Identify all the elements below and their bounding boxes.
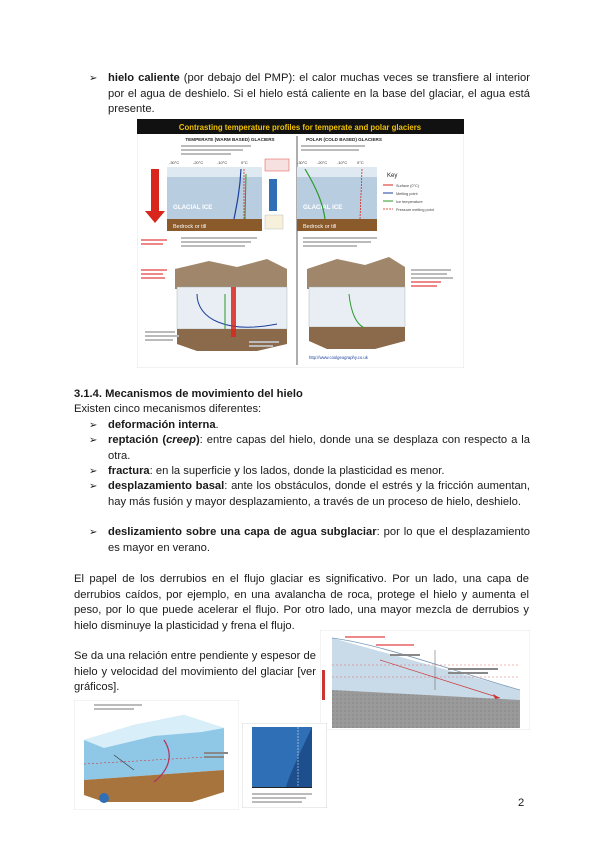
- intro-bullet: [90, 71, 530, 118]
- svg-text:Surface (0°C): Surface (0°C): [396, 184, 420, 188]
- svg-text:-10°C: -10°C: [217, 160, 228, 165]
- arrow-bullet-icon: ➢: [89, 420, 98, 431]
- glacier-block-figure: [74, 700, 239, 810]
- svg-text:Ice temperature: Ice temperature: [396, 200, 423, 204]
- svg-text:0°C: 0°C: [357, 160, 364, 165]
- mechanism-item: ➢ deslizamiento sobre una capa de agua subglaciar: por lo que el desplazamiento es mayor en verano.: [89, 526, 530, 554]
- polar-block-diagram: [307, 257, 405, 349]
- intro-text: (por debajo del PMP): el calor muchas veces se transfiere al interior por el agua de deshielo. Si el hielo está caliente en la base del glaciar, el agua está presente.: [108, 72, 530, 116]
- temperate-glacial-ice-label: GLACIAL ICE: [173, 204, 213, 211]
- glacier-slope-figure: [320, 630, 530, 730]
- page-number: 2: [518, 797, 525, 809]
- svg-text:-30°C: -30°C: [169, 160, 180, 165]
- temperature-profiles-figure: [137, 119, 464, 368]
- svg-text:-30°C: -30°C: [297, 160, 308, 165]
- temperate-bedrock-label: Bedrock or till: [173, 224, 207, 230]
- svg-text:0°C: 0°C: [241, 160, 248, 165]
- polar-bedrock-label: Bedrock or till: [303, 224, 337, 230]
- mechanism-item: ➢ deformación interna.: [90, 418, 530, 434]
- svg-text:Melting point: Melting point: [396, 192, 418, 196]
- arrow-bullet-icon: ➢: [89, 466, 98, 477]
- polar-heading: POLAR (COLD BASED) GLACIERS: [306, 137, 382, 142]
- polar-glacial-ice-label: GLACIAL ICE: [303, 204, 343, 211]
- svg-text:Pressure melting point: Pressure melting point: [396, 208, 434, 212]
- arrow-bullet-icon: ➢: [89, 527, 98, 538]
- mechanism-item: ➢ reptación (creep): entre capas del hielo, donde una se desplaza con respecto a la otra.: [89, 434, 530, 462]
- arrow-bullet-icon: ➢: [89, 481, 98, 492]
- section-heading: 3.1.4. Mecanismos de movimiento del hielo: [74, 388, 303, 400]
- svg-text:-20°C: -20°C: [317, 160, 328, 165]
- section-intro: Existen cinco mecanismos diferentes:: [74, 403, 262, 415]
- mechanism-item: ➢ desplazamiento basal: ante los obstáculos, donde el estrés y la fricción aumentan, hay más fusión y mayor desplazamiento, a través de un proceso de hielo, deshielo.: [89, 480, 530, 508]
- intro-term: hielo caliente: [108, 72, 180, 84]
- svg-text:-10°C: -10°C: [337, 160, 348, 165]
- pressure-arrow: [269, 179, 277, 211]
- temperate-block-diagram: [175, 259, 287, 351]
- mechanism-item: ➢ fractura: en la superficie y los lados, donde la plasticidad es menor.: [90, 464, 530, 480]
- temperature-arrow-left: [151, 169, 159, 211]
- arrow-bullet-icon: ➢: [89, 435, 98, 446]
- arrow-bullet-icon: ➢: [89, 73, 98, 84]
- svg-text:-20°C: -20°C: [193, 160, 204, 165]
- debris-paragraph: El papel de los derrubios en el flujo glaciar es significativo. Por un lado, una capa de derrubios caídos, por ejemplo, en una avalancha de roca, protege el hielo y aumenta el peso, por lo que puede acelerar el flujo. Por otro lado, una mayor mezcla de derrubios y hielo disminuye la plasticidad y frena el flujo.: [74, 573, 529, 632]
- figure-url: http://www.coolgeography.co.uk: [309, 355, 368, 360]
- velocity-profile-figure: [242, 723, 327, 808]
- slope-paragraph: Se da una relación entre pendiente y espesor de hielo y velocidad del movimiento del glaciar [ver gráficos].: [74, 650, 316, 694]
- svg-text:Key: Key: [387, 173, 398, 179]
- temperate-heading: TEMPERATE (WARM BASED) GLACIERS: [185, 137, 275, 142]
- figure-title: Contrasting temperature profiles for temperate and polar glaciers: [178, 123, 422, 132]
